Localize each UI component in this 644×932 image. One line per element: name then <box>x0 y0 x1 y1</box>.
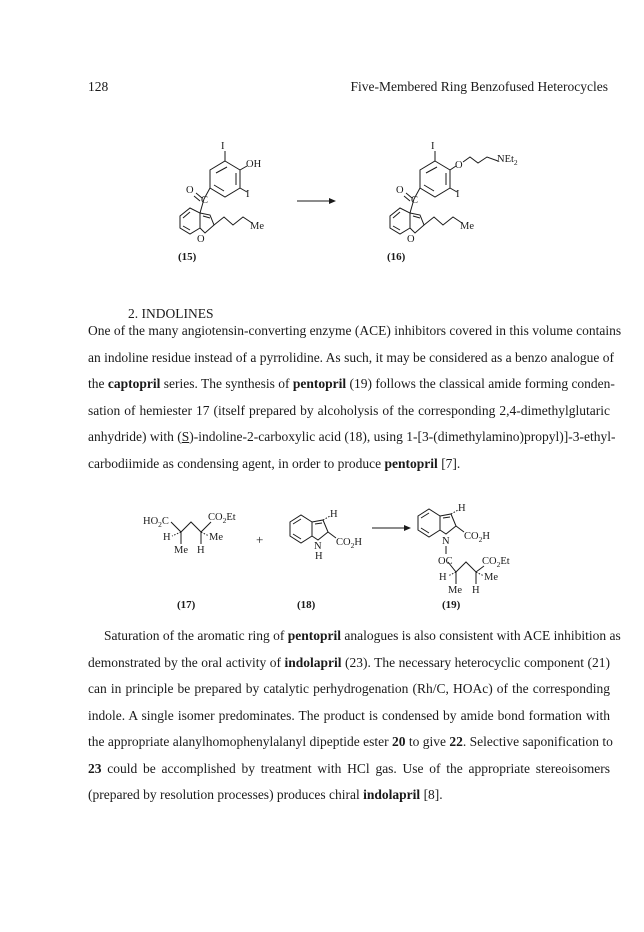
section-heading: 2. INDOLINES <box>128 306 214 321</box>
atom-ring-oxygen: O <box>197 234 205 245</box>
atom-carbonyl-oxygen: O <box>396 185 404 196</box>
text-line: One of the many angiotensin-converting enzyme (ACE) inhibitors covered in this volume contains <box>88 323 622 338</box>
compound-label-18: (18) <box>297 599 316 611</box>
atom-ether-oxygen: O <box>455 160 463 171</box>
atom-nitrogen: N <box>442 536 450 547</box>
atom-hydrogen: H <box>197 545 205 556</box>
compound-label-17: (17) <box>177 599 196 611</box>
atom-methyl: Me <box>460 221 474 232</box>
text-line: 23 could be accomplished by treatment with HCl gas. Use of the appropriate stereoisomers <box>88 760 610 776</box>
stereo-descriptor: S <box>181 429 190 444</box>
atom-hydrogen: H <box>472 585 480 596</box>
atom-iodine: I <box>246 189 250 200</box>
atom-hydrogen: H <box>330 509 338 520</box>
reaction-scheme-17-18-to-19 <box>0 500 644 615</box>
atom-methyl: Me <box>174 545 188 556</box>
running-title: Five-Membered Ring Benzofused Heterocycles <box>350 79 608 94</box>
drug-name: pentopril <box>292 376 347 391</box>
atom-methyl: Me <box>448 585 462 596</box>
atom-methyl: Me <box>209 532 223 543</box>
text-line: Saturation of the aromatic ring of pentopril analogues is also consistent with ACE inhibition as <box>104 628 621 643</box>
atom-iodine: I <box>431 141 435 152</box>
atom-nitrogen: N <box>314 541 322 552</box>
atom-carbonyl-oxygen: O <box>186 185 194 196</box>
paragraph-indolines <box>88 318 622 477</box>
reaction-scheme-15-to-16 <box>0 135 644 275</box>
atom-carboxylic-acid: $HO_2C$ <box>143 516 169 529</box>
atom-hydrogen: H <box>439 572 447 583</box>
text-line: can in principle be prepared by catalytic perhydrogenation (Rh/C, HOAc) of the corresponding <box>88 681 610 696</box>
text-line: an indoline residue instead of a pyrrolidine. As such, it may be considered as a benzo analogue of <box>88 349 614 365</box>
drug-name: indolapril <box>363 787 421 802</box>
text-line: the appropriate alanylhomophenylalanyl dipeptide ester 20 to give 22. Selective saponification to <box>88 734 613 749</box>
atom-carbon: C <box>411 195 419 206</box>
structure-compound-17 <box>143 512 236 611</box>
atom-hydroxyl: OH <box>246 159 262 170</box>
paragraph-indolapril <box>88 623 621 809</box>
drug-name: pentopril <box>287 628 341 643</box>
atom-ethyl-ester: $CO_2Et$ <box>208 512 236 525</box>
text-line: anhydride) with (S)-indoline-2-carboxylic acid (18), using 1-[3-(dimethylamino)propyl)]-3-ethyl- <box>88 429 616 444</box>
atom-hydrogen: H <box>315 551 323 562</box>
atom-carboxylic-acid: $CO_2H$ <box>336 537 362 550</box>
drug-name: indolapril <box>284 654 342 670</box>
compound-number: 20 <box>392 734 406 749</box>
atom-ethyl-ester: $CO_2Et$ <box>482 556 510 569</box>
text-line: demonstrated by the oral activity of indolapril (23). The necessary heterocyclic component (21) <box>88 654 610 670</box>
compound-label-16: (16) <box>387 251 406 263</box>
structure-compound-18 <box>290 509 362 611</box>
text-line: sation of hemiester 17 (itself prepared by alcoholysis of the corresponding 2,4-dimethylglutaric <box>88 402 610 418</box>
structure-compound-15 <box>178 141 264 263</box>
compound-number: 23 <box>88 760 102 776</box>
compound-label-19: (19) <box>442 599 461 611</box>
atom-diethylamino: NEt$_2$ <box>497 154 518 167</box>
drug-name: captopril <box>107 376 161 391</box>
atom-ring-oxygen: O <box>407 234 415 245</box>
structure-compound-19 <box>418 503 510 611</box>
text-line: the captopril series. The synthesis of pentopril (19) follows the classical amide forming conden- <box>88 376 615 391</box>
plus-sign: + <box>256 532 264 547</box>
atom-methyl: Me <box>250 221 264 232</box>
reaction-arrow <box>372 525 411 531</box>
atom-carbon: C <box>201 195 209 206</box>
atom-iodine: I <box>456 189 460 200</box>
text-line: indole. A single isomer predominates. The product is condensed by amide bond formation with <box>88 707 610 723</box>
text-line: (prepared by resolution processes) produces chiral indolapril [8]. <box>88 787 443 802</box>
page-number: 128 <box>88 79 109 94</box>
structure-compound-16 <box>387 141 518 263</box>
atom-methyl: Me <box>484 572 498 583</box>
compound-label-15: (15) <box>178 251 197 263</box>
drug-name: pentopril <box>384 455 438 471</box>
reaction-arrow <box>297 198 336 204</box>
compound-number: 22 <box>449 734 463 749</box>
atom-amide-carbonyl: OC <box>438 556 453 567</box>
text-line: carbodiimide as condensing agent, in order to produce pentopril [7]. <box>88 455 461 471</box>
atom-iodine: I <box>221 141 225 152</box>
atom-hydrogen: H <box>458 503 466 514</box>
atom-hydrogen: H <box>163 532 171 543</box>
atom-carboxylic-acid: $CO_2H$ <box>464 531 490 544</box>
